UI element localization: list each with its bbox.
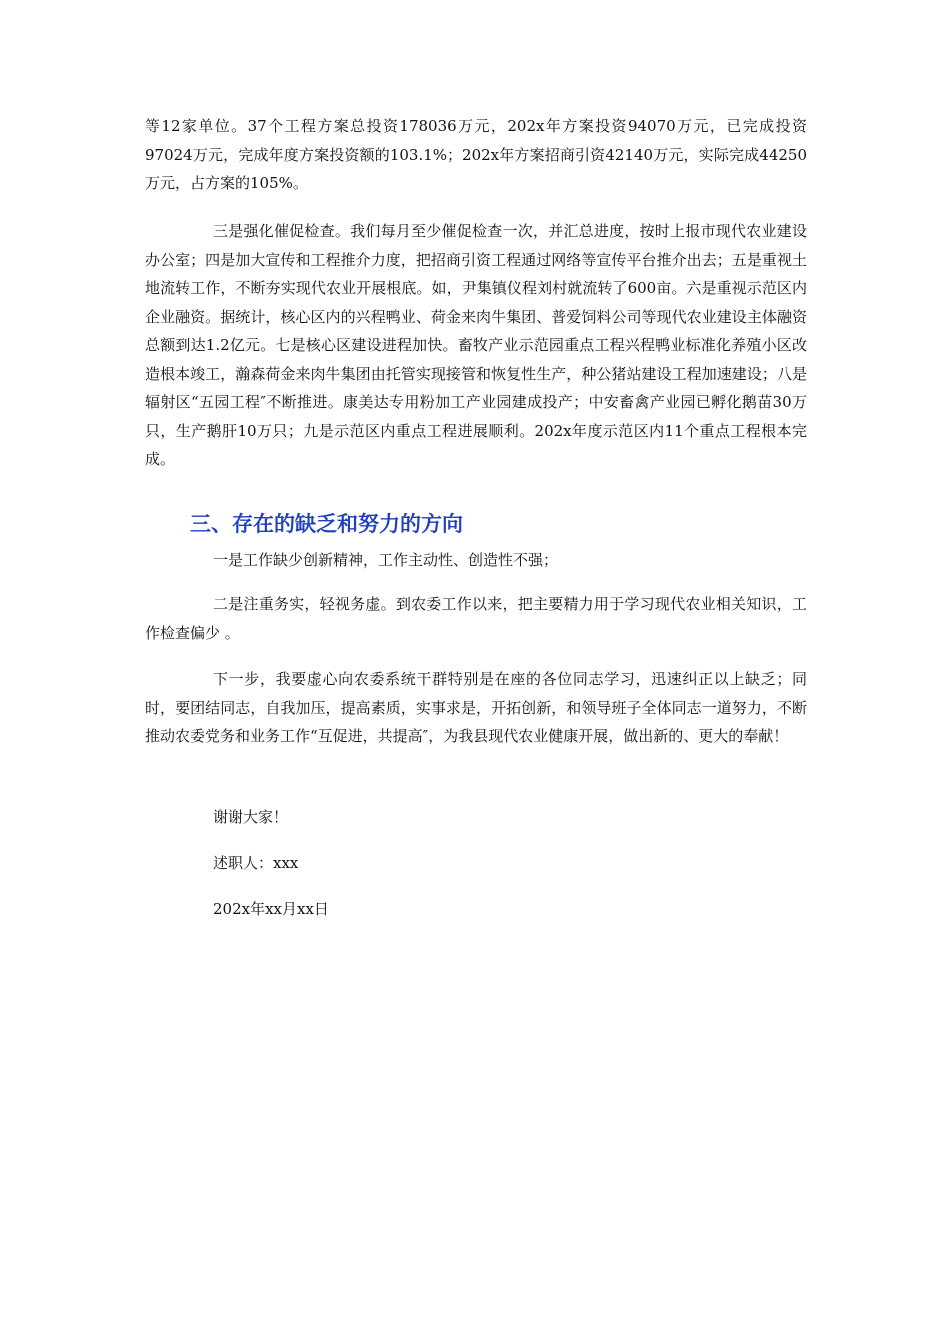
paragraph-supervision-measures: 三是强化催促检查。我们每月至少催促检查一次，并汇总进度，按时上报市现代农业建设办公室；四是加大宣传和工程推介力度，把招商引资工程通过网络等宣传平台推介出去；五是重视土地流转工作，不断夯实现代农业开展根底。如，尹集镇仪程刘村就流转了600亩。六是重视示范区内企业融资。据统计，核心区内的兴程鸭业、荷金来肉牛集团、普爱饲料公司等现代农业建设主体融资总额到达1.2亿元。七是核心区建设进程加快。畜牧产业示范园重点工程兴程鸭业标准化养殖小区改造根本竣工，瀚森荷金来肉牛集团由托管实现接管和恢复性生产，种公猪站建设工程加速建设；八是辐射区“五园工程″不断推进。康美达专用粉加工产业园建成投产；中安畜禽产业园已孵化鹅苗30万只，生产鹅肝10万只；九是示范区内重点工程进展顺利。202x年度示范区内11个重点工程根本完成。 [145, 222, 807, 468]
closing-thanks: 谢谢大家！ [213, 808, 289, 826]
shortcoming-item-1: 一是工作缺少创新精神，工作主动性、创造性不强； [213, 551, 559, 569]
report-date: 202x年xx月xx日 [213, 900, 329, 918]
paragraph-next-steps: 下一步，我要虚心向农委系统干群特别是在座的各位同志学习，迅速纠正以上缺乏；同时，要团结同志，自我加压，提高素质，实事求是，开拓创新，和领导班子全体同志一道努力，不断推动农委党务和业务工作“互促进，共提高″，为我县现代农业健康开展，做出新的、更大的奉献！ [145, 670, 807, 745]
section-heading: 三、存在的缺乏和努力的方向 [190, 512, 463, 536]
reporter-signature: 述职人：xxx [213, 854, 299, 872]
paragraph-investment-summary: 等12家单位。37个工程方案总投资178036万元，202x年方案投资94070万元，已完成投资97024万元，完成年度方案投资额的103.1%；202x年方案招商引资42140万元，实际完成44250万元，占方案的105%。 [145, 117, 807, 192]
shortcoming-item-2: 二是注重务实，轻视务虚。到农委工作以来，把主要精力用于学习现代农业相关知识，工作检查偏少 。 [145, 595, 807, 642]
